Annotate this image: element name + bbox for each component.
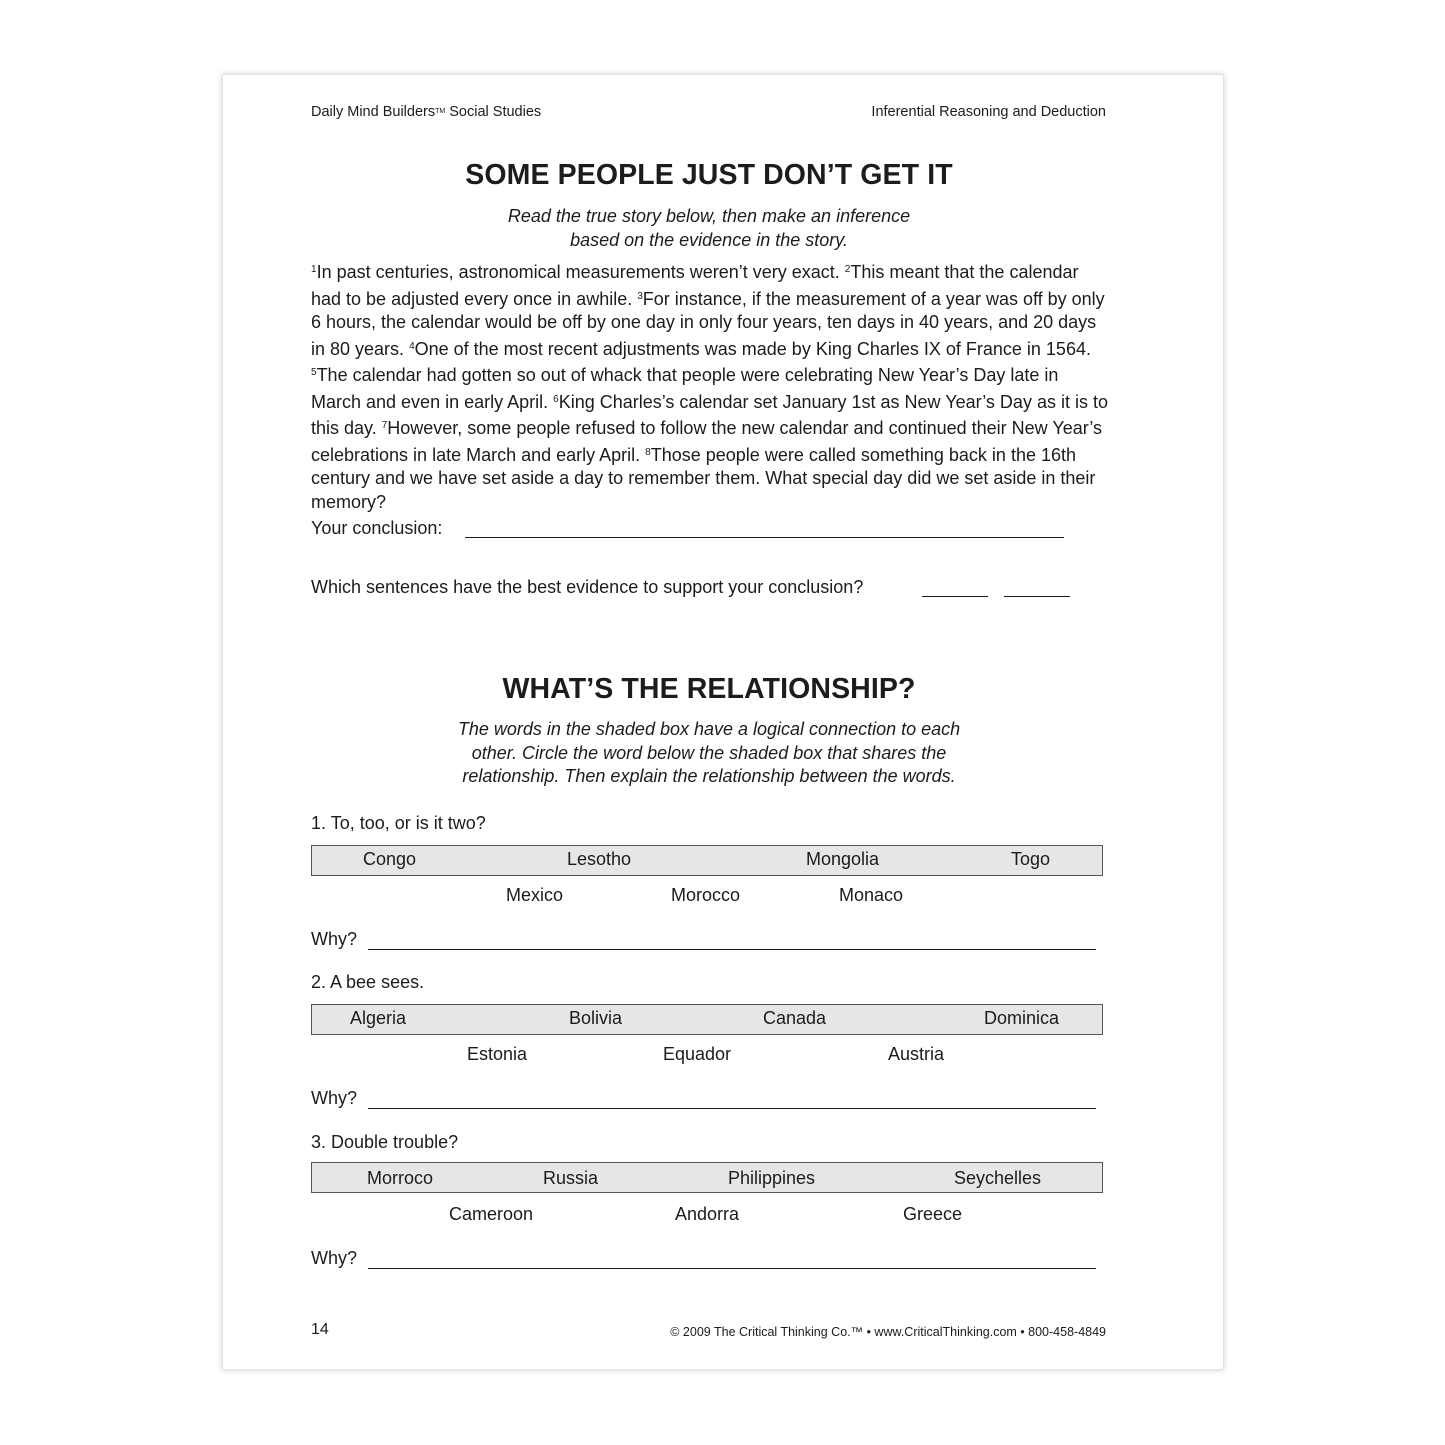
header-subject: Social Studies	[445, 104, 542, 120]
shaded-word: Morroco	[367, 1168, 434, 1188]
evidence-label: Which sentences have the best evidence to support your conclusion?	[311, 577, 864, 597]
choice-word[interactable]: Cameroon	[449, 1204, 534, 1224]
choice-word[interactable]: Austria	[888, 1044, 945, 1064]
section1-title: SOME PEOPLE JUST DON’T GET IT	[465, 159, 953, 191]
shaded-word: Canada	[763, 1008, 827, 1028]
conclusion-answer-line[interactable]	[465, 515, 1064, 538]
header-brand: Daily Mind Builders	[311, 104, 436, 120]
why-label: Why?	[311, 1248, 358, 1268]
section1-instructions	[223, 205, 1195, 252]
sentence-text: However, some people refused to follow the new calendar and continued their New Year’s celebrations in late March and early April.	[311, 418, 1103, 465]
choice-word[interactable]: Monaco	[839, 885, 904, 905]
choice-word[interactable]: Greece	[903, 1204, 963, 1224]
question-1-shaded-box	[311, 845, 1103, 876]
shaded-word: Russia	[543, 1168, 599, 1188]
copyright-footer: © 2009 The Critical Thinking Co.™ • www.CriticalThinking.com • 800-458-4849	[670, 1325, 1106, 1339]
worksheet-page	[222, 74, 1224, 1370]
shaded-word: Togo	[1011, 849, 1051, 869]
evidence-answer-line-2[interactable]	[1004, 575, 1070, 597]
conclusion-label: Your conclusion:	[311, 518, 443, 538]
evidence-answer-line-1[interactable]	[922, 575, 988, 597]
sentence-number: 4	[409, 340, 415, 352]
question-1-prompt: 1. To, too, or is it two?	[311, 813, 486, 833]
question-2-prompt: 2. A bee sees.	[311, 972, 425, 992]
sentence-number: 7	[381, 420, 388, 431]
section2-title: WHAT’S THE RELATIONSHIP?	[502, 673, 916, 705]
shaded-word: Dominica	[984, 1008, 1060, 1028]
section2-instructions	[223, 718, 1195, 789]
shaded-word: Philippines	[728, 1168, 816, 1188]
choice-word[interactable]: Equador	[663, 1044, 732, 1064]
shaded-word: Congo	[363, 849, 417, 869]
shaded-word: Bolivia	[569, 1008, 623, 1028]
story-paragraph	[311, 258, 1111, 514]
choice-word[interactable]: Estonia	[467, 1044, 528, 1064]
sentence-text: The calendar had gotten so out of whack that people were celebrating New Year’s Day late in March and even in early April.	[311, 365, 1059, 412]
question-3-why-line[interactable]	[368, 1247, 1096, 1269]
shaded-word: Algeria	[350, 1008, 407, 1028]
why-label: Why?	[311, 1088, 358, 1108]
sentence-text: One of the most recent adjustments was made by King Charles IX of France in 1564.	[414, 338, 1091, 359]
trademark-mark: TM	[435, 108, 446, 115]
sentence-number: 1	[311, 264, 317, 275]
section2-instructions-line3: relationship. Then explain the relationship between the words.	[462, 766, 956, 786]
choice-word[interactable]: Morocco	[671, 885, 741, 905]
sentence-number: 5	[311, 367, 317, 378]
sentence-number: 3	[637, 290, 643, 302]
sentence-text: This meant that the calendar had to be adjusted every once in awhile.	[311, 262, 1079, 309]
page-number: 14	[311, 1321, 329, 1338]
header-right: Inferential Reasoning and Deduction	[871, 104, 1106, 120]
sentence-text: For instance, if the measurement of a year was off by only 6 hours, the calendar would be off by one day in only four years, ten days in 40 years, and 20 days in 80 years.	[311, 288, 1105, 359]
question-2-why-line[interactable]	[368, 1087, 1096, 1109]
shaded-word: Mongolia	[806, 849, 880, 869]
question-3-prompt: 3. Double trouble?	[311, 1132, 459, 1152]
section2-instructions-line2: other. Circle the word below the shaded box that shares the	[471, 742, 947, 763]
sentence-text: King Charles’s calendar set January 1st as New Year’s Day as it is to this day.	[311, 391, 1108, 438]
choice-word[interactable]: Mexico	[506, 885, 564, 905]
sentence-text: Those people were called something back in the 16th century and we have set aside a day to remember them. What special day did we set aside in their memory?	[311, 444, 1096, 512]
section1-instructions-line2: based on the evidence in the story.	[570, 229, 848, 250]
choice-word[interactable]: Andorra	[675, 1204, 740, 1224]
sentence-number: 6	[553, 393, 559, 405]
question-1-why-line[interactable]	[368, 928, 1096, 950]
shaded-word: Lesotho	[567, 849, 632, 869]
section2-instructions-line1: The words in the shaded box have a logical connection to each	[457, 719, 961, 739]
sentence-text: In past centuries, astronomical measurements weren’t very exact.	[316, 262, 845, 282]
sentence-number: 2	[844, 264, 851, 275]
why-label: Why?	[311, 929, 358, 949]
sentence-number: 8	[645, 446, 651, 458]
header-left	[311, 104, 541, 120]
section1-instructions-line1: Read the true story below, then make an inference	[507, 206, 911, 226]
shaded-word: Seychelles	[954, 1168, 1042, 1188]
